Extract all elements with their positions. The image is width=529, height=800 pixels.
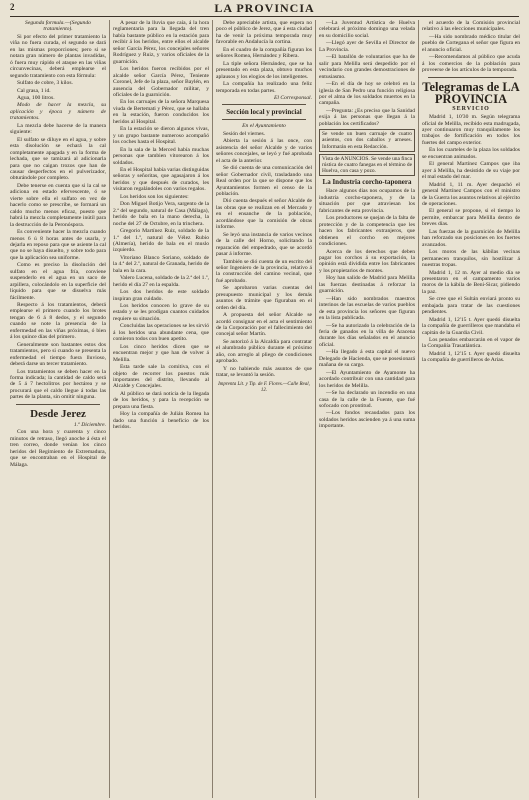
paragraph: —Ha llegado á esta capital el nuevo Delegado de Hacienda, que se posesionará mañana de su cargo.	[319, 349, 415, 369]
paragraph: Debe apreciable artista, que espera no poco el público de Jerez, que á esta ciudad ha de venir la próxima temporada muy favorable en Andalucía la cortina.	[216, 20, 312, 46]
column-5	[422, 20, 520, 798]
paragraph: Si por efecto del primer tratamiento la viña no fuera curada, el segundo se dará en las mismas proporciones; pero si se notara gran número de plantas invadidas, ó fuera muy rápido el ataque en las viñas circunvecinas, deberá emplearse el segundo tratamiento con esta fórmula:	[10, 33, 106, 79]
paragraph: Los heridos fueron recibidos por el alcalde señor García Pérez, Teniente Coronel, Jefe de la plaza, señor Baylén, en ausencia del Gobernador militar, y oficiales de la guarnición.	[113, 66, 209, 98]
paragraph: Los tratamientos se deben hacer en la forma indicada; la cantidad de caldo será de 5 á 7 hectolitros por hectárea y se procurará que el caldo llegue á todas las partes de la planta, sin omitir ninguna.	[10, 368, 106, 401]
formula-heading: Segunda formula.—(Segundo tratamiento).	[25, 20, 91, 33]
section-rule	[222, 119, 306, 120]
paragraph: Modo de hacer la mezcla, su aplicación y época y número de tratamientos.	[10, 102, 106, 122]
paragraph: Los cinco heridos dicen que se encuentran mejor y que han de volver á Melilla.	[113, 343, 209, 363]
paragraph: Sesión del viernes.	[223, 130, 266, 137]
paragraph: A pesar de la lluvia que caía, á la hora reglamentaria para la llegada del tren había bastante público en la estación para recibir á los heridos, entre ellos el alcalde señor García Pérez, los concejales señores Rodríguez y Ruiz, y varios oficiales de la guarnición.	[113, 20, 209, 65]
paragraph: La tiple señora Hernández, que se ha presentado en esta plaza, obtuvo muchos aplausos y los elogios de los inteligentes.	[216, 60, 312, 80]
paragraph: Hoy la compañía de Julián Romea ha dado una función á beneficio de los heridos.	[113, 411, 209, 431]
column-divider	[315, 20, 316, 798]
paragraph: Se cree que el Sultán enviará pronto su embajada para tratar de las cuestiones pendientes.	[422, 296, 520, 316]
paragraph: Se leyó una instancia de varios vecinos de la calle del Horno, solicitando la reparación del empedrado, que se acordó pasar á informe.	[216, 231, 312, 258]
section-title-local: Sección local y provincial	[226, 108, 302, 117]
paragraph: Hoy han salido de Madrid para Melilla las fuerzas destinadas á reforzar la guarnición.	[319, 275, 415, 295]
column-4	[319, 20, 415, 798]
paragraph: Los dos heridos de este soldado inspiran gran cuidado.	[113, 289, 209, 302]
paragraph: Concluidas las operaciones se les sirvió á los heridos una abundante cena, que comieron todos con buen apetito.	[113, 323, 209, 343]
paragraph: Madrid 1, 12 m. Ayer al medio día se presentaron en el campamento varios moros de la kábila de Beni-Sicar, pidiendo la paz.	[422, 269, 520, 295]
paragraph: Gregorio Martínez Ruiz, soldado de la 1.ª del 1.º, natural de Vélez Rubio (Almería), herido de bala en el muslo izquierdo.	[113, 228, 209, 254]
paragraph: —Pregunta: ¿Es preciso que la Sanidad exija á las personas que llegan á la población los certificados?	[319, 107, 415, 127]
paragraph: Al público se dará noticia de la llegada de los heridos, y para la recepción se prepara una fiesta.	[113, 390, 209, 410]
paragraph: Madrid 1, 12'15 t. Ayer quedó disuelta la compañía de guerrilleros que mandaba el capitán de la Guardia Civil.	[422, 316, 520, 336]
paragraph: Con una hora y cuarenta y cinco minutos de retraso, llegó anoche á ésta el tren correo, donde venían los cinco heridos del Regimiento de Extremadura, que se encontraban en el Hospital de Málaga.	[10, 429, 106, 468]
paragraph: En la estación se dieron algunos vivas, y un grupo bastante numeroso acompañó los coches hasta el Hospital.	[113, 126, 209, 146]
paragraph: Vitoriano Blanco Soriano, soldado de la 4.ª del 2.º, natural de Granada, herido de bala en la cara.	[113, 254, 209, 274]
telegrams-subtitle: SERVICIO	[452, 105, 490, 112]
paragraph: En los cuarteles de la plaza los soldados se encuentran animados.	[422, 147, 520, 160]
column-2	[113, 20, 209, 798]
column-3	[216, 20, 312, 798]
paragraph: Dió cuenta después el señor Alcalde de las obras que se realizan en el Mercado y en el ensanche de la población, acordándose que la comisión de obras informe.	[216, 198, 312, 231]
section-title-jerez: Desde Jerez	[30, 407, 86, 420]
paragraph: Las fuerzas de la guarnición de Melilla han reforzado sus posiciones en los fuertes avanzados.	[422, 228, 520, 248]
section-rule	[428, 77, 514, 78]
paragraph: Hace algunos días nos ocupamos de la industria corcho-taponera, y de la situación por que atraviesan los fabricantes de esta provincia.	[319, 188, 415, 214]
paragraph: El sulfato se diluye en el agua, y sobre esta disolución se echará la cal completamente apagada y en la forma de lechada, que se tamizará al adicionarla para que no caigan trozos que han de causar desperfectos en el pulverizador, obturándole por completo.	[10, 136, 106, 182]
paragraph: Los moros de las kábilas vecinas permanecen tranquilos, sin hostilizar á nuestras tropas.	[422, 249, 520, 269]
paragraph: En el cuadro de la compañía figuran los señores Romea, Hernández y Ribera.	[216, 46, 312, 60]
paragraph: Madrid 1, 12'15 t. Ayer quedó disuelta la compañía de guerrilleros de Arias.	[422, 350, 520, 364]
column-divider	[418, 20, 419, 798]
column-1	[10, 20, 106, 798]
page-header	[10, 2, 519, 16]
paragraph: Se aprobaron varias cuentas del presupuesto municipal y los demás asuntos de trámite que figuraban en el orden del día.	[216, 285, 312, 311]
ad-text: Se vende un buen carruaje de cuatro asientos, con dos caballos y arneses. Informarán en esta Redacción.	[322, 131, 412, 150]
paragraph: Debe tenerse en cuenta que si la cal se adiciona en estado efervescente, ó se vierte sobre ella el sulfato en vez de hacerlo como se prescribe, se formará un caldo mucho menos eficaz, puesto que habrá la mezcla completamente inútil para la destrucción de la Peronóspora.	[10, 182, 106, 228]
paragraph: Los productores se quejan de la falta de protección y de la competencia que les hacen los fabricantes extranjeros, que obtienen el corcho en mejores condiciones.	[319, 215, 415, 248]
page-number: 2	[10, 2, 15, 12]
classified-ad	[319, 154, 415, 177]
paragraph: Esta tarde sale la comitiva, con el objeto de recorrer los puestos más importantes del distrito, llevando al Alcalde y Concejales.	[113, 364, 209, 390]
paragraph: Agua, 100 litros.	[17, 94, 55, 101]
paragraph: Madrid 1, 10'30 m. Según telegrama oficial de Melilla, recibido esta madrugada, ayer continuaron muy tranquilamente los trabajos de fortificación en todos los fuertes del campo exterior.	[422, 114, 520, 146]
paragraph: —Llegó ayer de Sevilla el Director de La Provincia.	[319, 40, 415, 53]
paragraph: Se autorizó á la Alcaldía para contratar el alumbrado público durante el próximo año, con arreglo al pliego de condiciones aprobado.	[216, 338, 312, 365]
paragraph: Acerca de los derechos que deben pagar los corchos á su exportación, la opinión está dividida entre los fabricantes y los propietarios de montes.	[319, 248, 415, 274]
section-rule	[222, 104, 306, 105]
telegrams-title: Telegramas de LA PROVINCIA	[422, 79, 520, 106]
paragraph: —Se ha autorizado la celebración de la feria de ganados en la villa de Aracena durante los días señalados en el anuncio oficial.	[319, 322, 415, 348]
paragraph: Madrid 1, 11 m. Ayer despachó el general Martínez Campos con el ministro de la Guerra los asuntos relativos al ejército de operaciones.	[422, 181, 520, 207]
paragraph: Se dió cuenta de una comunicación del señor Gobernador civil, trasladando una Real orden por la que se dispone que los Ayuntamientos formen el censo de la población.	[216, 165, 312, 197]
subsection-title-ayuntamiento: En el Ayuntamiento	[242, 123, 286, 130]
paragraph: Es conveniente hacer la mezcla cuando menos 6 ú 8 horas antes de usarla, y dejarla en reposo para que se asiente la cal que no se haya disuelto, y sobre todo para que la aplicación sea uniforme.	[10, 229, 106, 261]
paragraph: Cal grasa, 1 id.	[17, 87, 51, 94]
paragraph: —Los fondos recaudados para los soldados heridos ascienden ya á una suma importante.	[319, 410, 415, 430]
columns	[10, 20, 520, 800]
paragraph: —Se ha declarado un incendio en una casa de la calle de la Fuente, que fué sofocado con prontitud.	[319, 390, 415, 409]
paragraph: —El batallón de voluntarios que ha de salir para Melilla será despedido por el vecindario con grandes demostraciones de entusiasmo.	[319, 54, 415, 80]
paragraph: —En el día de hoy se celebró en la iglesia de San Pedro una función religiosa por el alma de los soldados muertos en la campaña.	[319, 81, 415, 107]
paragraph: En la sala de la Merced había muchas personas que tambien vitorearon á los soldados.	[113, 146, 209, 166]
paragraph: Sulfato de cobre, 3 kilos.	[17, 80, 73, 87]
paragraph: Y no habiendo más asuntos de que tratar, se levantó la sesión.	[216, 365, 312, 379]
paragraph: El general Martínez Campos que iba ayer á Melilla, ha desistido de su viaje por el mal estado del mar.	[422, 161, 520, 181]
header-rule	[10, 16, 519, 17]
paragraph: Los heridos son los siguientes:	[120, 193, 189, 200]
correspondent-signature: El Corresponsal.	[273, 94, 312, 101]
section-rule	[16, 404, 100, 405]
column-divider	[109, 20, 110, 798]
paragraph: Los heridos conocen lo grave de su estado y se les prodigan cuantos cuidados requiere su situación.	[113, 303, 209, 322]
paragraph: En los carruajes de la señora Marquesa viuda de Bertemati y Pérez, que se hallaba en la estación, fueron conducidos los heridos al Hospital.	[113, 99, 209, 125]
printer-footer: Imprenta Lit. y Tip. de F. Flores.—Calle Real, 12.	[218, 381, 310, 393]
paragraph: El general se propone, si el tiempo lo permite, embarcar para Melilla dentro de breves días.	[422, 208, 520, 228]
paragraph: el acuerdo de la Comisión provincial relativo á las elecciones municipales.	[422, 20, 520, 33]
paragraph: Don Miguel Botijo Vera, sargento de la 2.ª del segundo, natural de Casa (Málaga), herido de bala en la mano derecha, la noche del 27 de Octubre, en la trinchera.	[113, 201, 209, 227]
paragraph: La compañía ha realizado una feliz temporada en todas partes.	[216, 81, 312, 94]
ad-text: Vista de ANUNCIOS. Se vende una finca rústica de cuatro fanegas en el término de Huelva, con casa y pozo.	[322, 155, 412, 175]
paragraph: Como es preciso la disolución del sulfato en el agua fría, conviene suspenderlo en el agua en un saco de arpillera, colocándolo en la superficie del líquido para que se disuelva más fácilmente.	[10, 262, 106, 301]
section-title-corcho: La Industria corcho-taponera	[322, 178, 412, 187]
paragraph: —Han sido nombrados maestros interinos de las escuelas de varios pueblos de esta provincia los señores que figuran en la lista publicada.	[319, 295, 415, 322]
paragraph: Respecto á los tratamientos, deberá emplearse el primero cuando los brotes tengan de 6 á 8 dedos, y el segundo cuando se note la presencia de la enfermedad en las viñas próximas, ó bien á los quince días del primero.	[10, 302, 106, 341]
paragraph: En el Hospital había varias distinguidas señoras y señoritas, que agasajaron á los heridos y que después de curados, les visitaron regalándoles con varios regalos.	[113, 166, 209, 193]
classified-ad	[319, 129, 415, 152]
paragraph: —La Juventud Artística de Huelva celebrará el próximo domingo una velada en su domicilio social.	[319, 20, 415, 39]
paragraph: —Ha sido nombrado médico titular del pueblo de Cortegana el señor que figura en el anuncio oficial.	[422, 33, 520, 53]
paragraph: Los penados embarcarán en el vapor de la Compañía Trasatlántica.	[422, 337, 520, 350]
paragraph: A propuesta del señor Alcalde se acordó consignar en el acta el sentimiento de la Corporación por el fallecimiento del concejal señor Martín.	[216, 312, 312, 338]
paragraph: También se dió cuenta de un escrito del señor Ingeniero de la provincia, relativo á la construcción del camino vecinal, que fué aprobado.	[216, 258, 312, 284]
paragraph: Generalmente son bastantes estos dos tratamientos, pero si cuando se presenta la enfermedad el tiempo fuera lluvioso, deberá darse un tercer tratamiento.	[10, 341, 106, 368]
paragraph: Abierta la sesión á las once, con asistencia del señor Alcalde y de varios señores concejales, se leyó y fué aprobada el acta de la anterior.	[216, 138, 312, 164]
paragraph: —El Ayuntamiento de Ayamonte ha acordado contribuir con una cantidad para los heridos de Melilla.	[319, 369, 415, 389]
dateline: 1.º Diciembre.	[73, 421, 106, 428]
masthead: LA PROVINCIA	[214, 1, 315, 15]
paragraph: Valero Lucena, soldado de la 2.ª del 1.º, herido el día 27 en la espalda.	[113, 275, 209, 288]
column-divider	[212, 20, 213, 798]
paragraph: —Recomendamos al público que acuda á los comercios de la población para proveerse de los artículos de la temporada.	[422, 54, 520, 74]
paragraph: La mezcla debe hacerse de la manera siguiente:	[10, 122, 106, 136]
